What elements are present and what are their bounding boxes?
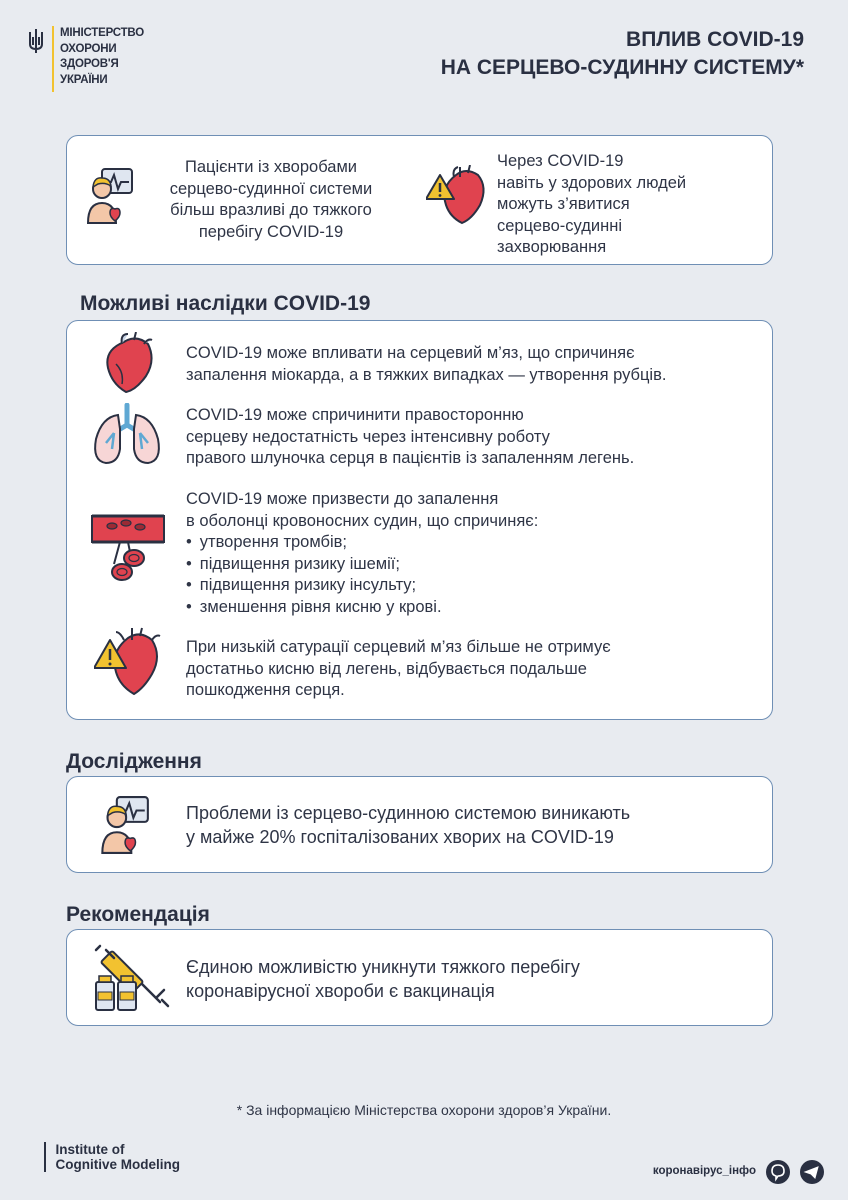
research-title: Дослідження	[66, 750, 202, 773]
institute-logo: Institute of Cognitive Modeling	[44, 1142, 180, 1172]
consequences-title: Можливі наслідки COVID-19	[80, 292, 371, 315]
ministry-name: МІНІСТЕРСТВО ОХОРОНИ ЗДОРОВ'Я УКРАЇНИ	[60, 27, 144, 86]
heart-icon	[100, 332, 156, 394]
trident-icon	[28, 28, 44, 54]
heart-warning-icon	[426, 165, 490, 227]
consequence-3-list	[186, 532, 538, 618]
consequence-1-text: COVID-19 може впливати на серцевий м’яз, що спричиняє запалення міокарда, а в тяжких випадках — утворення рубців.	[186, 344, 667, 384]
patient-monitor-icon	[92, 795, 152, 855]
lungs-icon	[92, 403, 162, 467]
recommendation-text: Єдиною можливістю уникнути тяжкого перебігу коронавірусної хвороби є вакцинація	[186, 957, 580, 1001]
list-item: • утворення тромбів;	[186, 532, 538, 554]
footnote: * За інформацією Міністерства охорони здоров’я України.	[236, 1102, 612, 1118]
intro-right-text: Через COVID-19 навіть у здорових людей можуть з’явитися серцево-судинні захворювання	[497, 152, 687, 256]
page-title: ВПЛИВ COVID-19 НА СЕРЦЕВО-СУДИННУ СИСТЕМУ*	[440, 28, 804, 79]
patient-monitor-icon	[80, 167, 134, 225]
blood-vessel-icon	[90, 512, 166, 582]
research-text: Проблеми із серцево-судинною системою виникають у майже 20% госпіталізованих хворих на COVID-19	[186, 803, 631, 847]
list-item: • зменшення рівня кисню у крові.	[186, 597, 538, 619]
consequence-2-text: COVID-19 може спричинити правосторонню серцеву недостатність через інтенсивну роботу правого шлуночка серця в пацієнтів із запаленням легень.	[186, 406, 635, 467]
hashtag: коронавірус_інфо	[652, 1165, 756, 1177]
viber-icon[interactable]	[766, 1160, 790, 1184]
heart-warning-icon	[94, 626, 164, 698]
list-item: • підвищення ризику інсульту;	[186, 575, 538, 597]
consequence-4-text: При низькій сатурації серцевий м’яз більше не отримує достатньо кисню від легень, відбувається подальше пошкодження серця.	[186, 638, 611, 699]
intro-left-text: Пацієнти із хворобами серцево-судинної системи більш вразливі до тяжкого перебігу COVID-19	[169, 158, 373, 241]
recommendation-title: Рекомендація	[66, 903, 210, 926]
consequence-3-text: COVID-19 може призвести до запалення в оболонці кровоносних судин, що спричиняє: • утворення тромбів; • підвищення ризику ішемії; • підвищення ризику інсульту; • зменшення рівня кисню у крові.	[186, 489, 538, 618]
list-item: • підвищення ризику ішемії;	[186, 554, 538, 576]
telegram-icon[interactable]	[800, 1160, 824, 1184]
vaccine-syringe-icon	[92, 944, 172, 1014]
ministry-logo	[28, 26, 144, 92]
